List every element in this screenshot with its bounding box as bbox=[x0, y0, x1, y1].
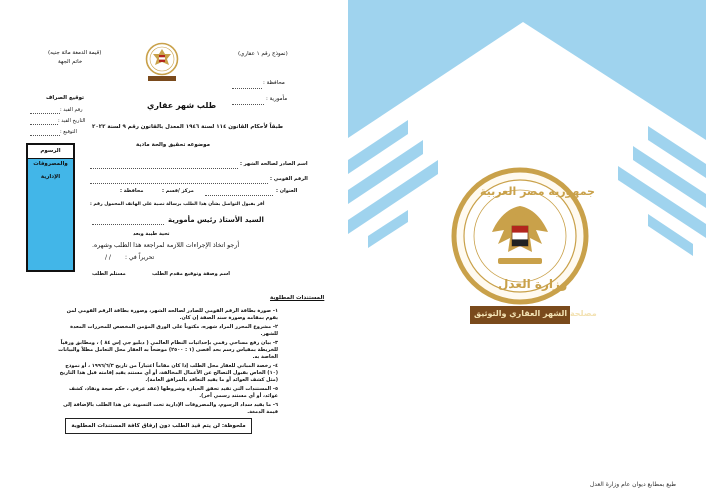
note-box bbox=[65, 418, 252, 434]
national-id-line bbox=[90, 183, 268, 184]
doc-item: ١- صورة بطاقة الرقم القومي للصادر لصالحه الشهر، وصورة بطاقة الرقم القومي لمن يقوم بمقامه وصورة سند الصفة إن كان. bbox=[66, 308, 278, 321]
docs-heading: المستندات المطلوبة bbox=[270, 295, 325, 301]
form-number: (نموذج رقم ١ عقاري) bbox=[238, 51, 288, 57]
cashier-title: توقيع الصراف bbox=[46, 95, 85, 101]
doc-item: ٣- بيان رفع مساحي رقمي بإحداثيات النظام العالمي ( دبليو جي إس ٨٤ ) ، ومطابق ورقياً للخريطة بمقياس رسم بحد أقصى (١ : ٢٥٠٠) موضحاً به العقار محل التعامل مطلاً والبيانات الخاصة به. bbox=[58, 340, 278, 360]
addressee-line bbox=[92, 224, 164, 225]
date-line: تحريراً في : bbox=[125, 254, 155, 261]
address-line bbox=[205, 195, 273, 196]
receipt-no-line bbox=[30, 113, 60, 114]
applicant-name-line bbox=[90, 168, 238, 169]
doc-item: ٦- ما يفيد سداد الرسوم، والمصروفات الإدارية تحت التسوية عن هذا الطلب بالإضافة إلى قيمة الدمغة. bbox=[63, 402, 278, 415]
stamp-place: خاتم الجهة bbox=[58, 59, 83, 65]
governorate-label: محافظة : bbox=[263, 80, 285, 86]
office-label: مأمورية : bbox=[266, 96, 288, 102]
note-text: ملحوظة: لن يتم قيد الطلب دون إرفاق كافة المستندات المطلوبة bbox=[71, 423, 246, 429]
cover-artwork bbox=[348, 0, 706, 360]
doc-item: ٢- مشروع المحرر المراد شهره، مكتوباً على الورق المؤمن المخصص للمحررات المعدة للشهر. bbox=[70, 324, 278, 337]
date-slashes: / / bbox=[105, 254, 111, 261]
receipt-sign-line bbox=[30, 135, 60, 136]
stamp-value: (قيمة الدمغة مائة جنيه) bbox=[48, 50, 102, 56]
request-text: أرجو اتخاذ الإجراءات اللازمة لمراجعة هذا الطلب وشهره. bbox=[92, 242, 240, 249]
cover-sheet bbox=[348, 0, 706, 360]
footer-caption: طبع بمطابع ديوان عام وزارة العدل bbox=[589, 481, 676, 488]
muhafaza-label: محافظة : bbox=[120, 188, 144, 194]
address-label: العنوان : bbox=[276, 188, 298, 194]
receipt-date: التاريخ القيد : bbox=[58, 118, 86, 124]
seal-caption: مصلحة الشهر العقاري والتوثيق bbox=[474, 309, 597, 318]
addressee: السيد الأستاذ رئيس مأمورية bbox=[168, 216, 264, 224]
markaz-label: مركز /قسم : bbox=[162, 188, 194, 194]
receipt-sign: التوقيع : bbox=[60, 129, 77, 135]
receipt-no: رقم القيد : bbox=[60, 107, 83, 113]
applicant-sign-label: اسم وصفة وتوقيع مقدم الطلب bbox=[152, 271, 230, 277]
receipt-date-line bbox=[30, 124, 58, 125]
state-text: جمهورية مصر العربية bbox=[480, 185, 595, 198]
ministry-seal-icon bbox=[145, 42, 179, 86]
fees-box-title: الرسوم والمصروفات الإدارية bbox=[28, 145, 73, 159]
form-title: طلب شهر عقاري bbox=[147, 101, 217, 110]
docs-list bbox=[58, 308, 278, 416]
form-sheet bbox=[0, 0, 348, 503]
fees-box bbox=[26, 143, 75, 272]
notice-line: أقر بقبول التواصل بشأن هذا الطلب برسالة نصية على الهاتف المحمول رقم : bbox=[90, 202, 265, 207]
greeting: تحية طيبة وبعد bbox=[133, 231, 170, 237]
doc-item: ٥- المستندات التي تفيد تحقق الحيازة وشروطها (عقد عرفي ، حكم صحة ونفاذ، كشف عوائد، أو أي مستند رسمي آخر). bbox=[69, 386, 278, 399]
subject-line: موضوعه تحقيق والحة مادية bbox=[136, 142, 211, 148]
national-id-label: الرقم القومي : bbox=[270, 176, 308, 182]
receiver-label: مستلم الطلب bbox=[92, 271, 126, 277]
law-line: طبقاً لأحكام القانون ١١٤ لسنة ١٩٤٦ المعدل بالقانون رقم ٩ لسنة ٢٠٢٢ bbox=[92, 124, 284, 130]
applicant-name-label: اسم الصادر لصالحه الشهر : bbox=[240, 161, 308, 167]
office-line bbox=[232, 104, 264, 105]
doc-item: ٤- رخصة المباني للعقار محل الطلب إذا كان مقاماً اعتباراً من تاريخ ١٩٩٦/٦/٣ ، أو نموذج (١٠) الخاص بقبول التصالح عن الأعمال المخالفة، أو أي مستند يفيد إقامته قبل هذا التاريخ (مثل كشف العوائد أو ما يفيد التعاقد بالمرافق العامة). bbox=[59, 363, 278, 383]
ministry-text: وزارة العدل bbox=[498, 277, 568, 291]
governorate-line bbox=[232, 88, 262, 89]
